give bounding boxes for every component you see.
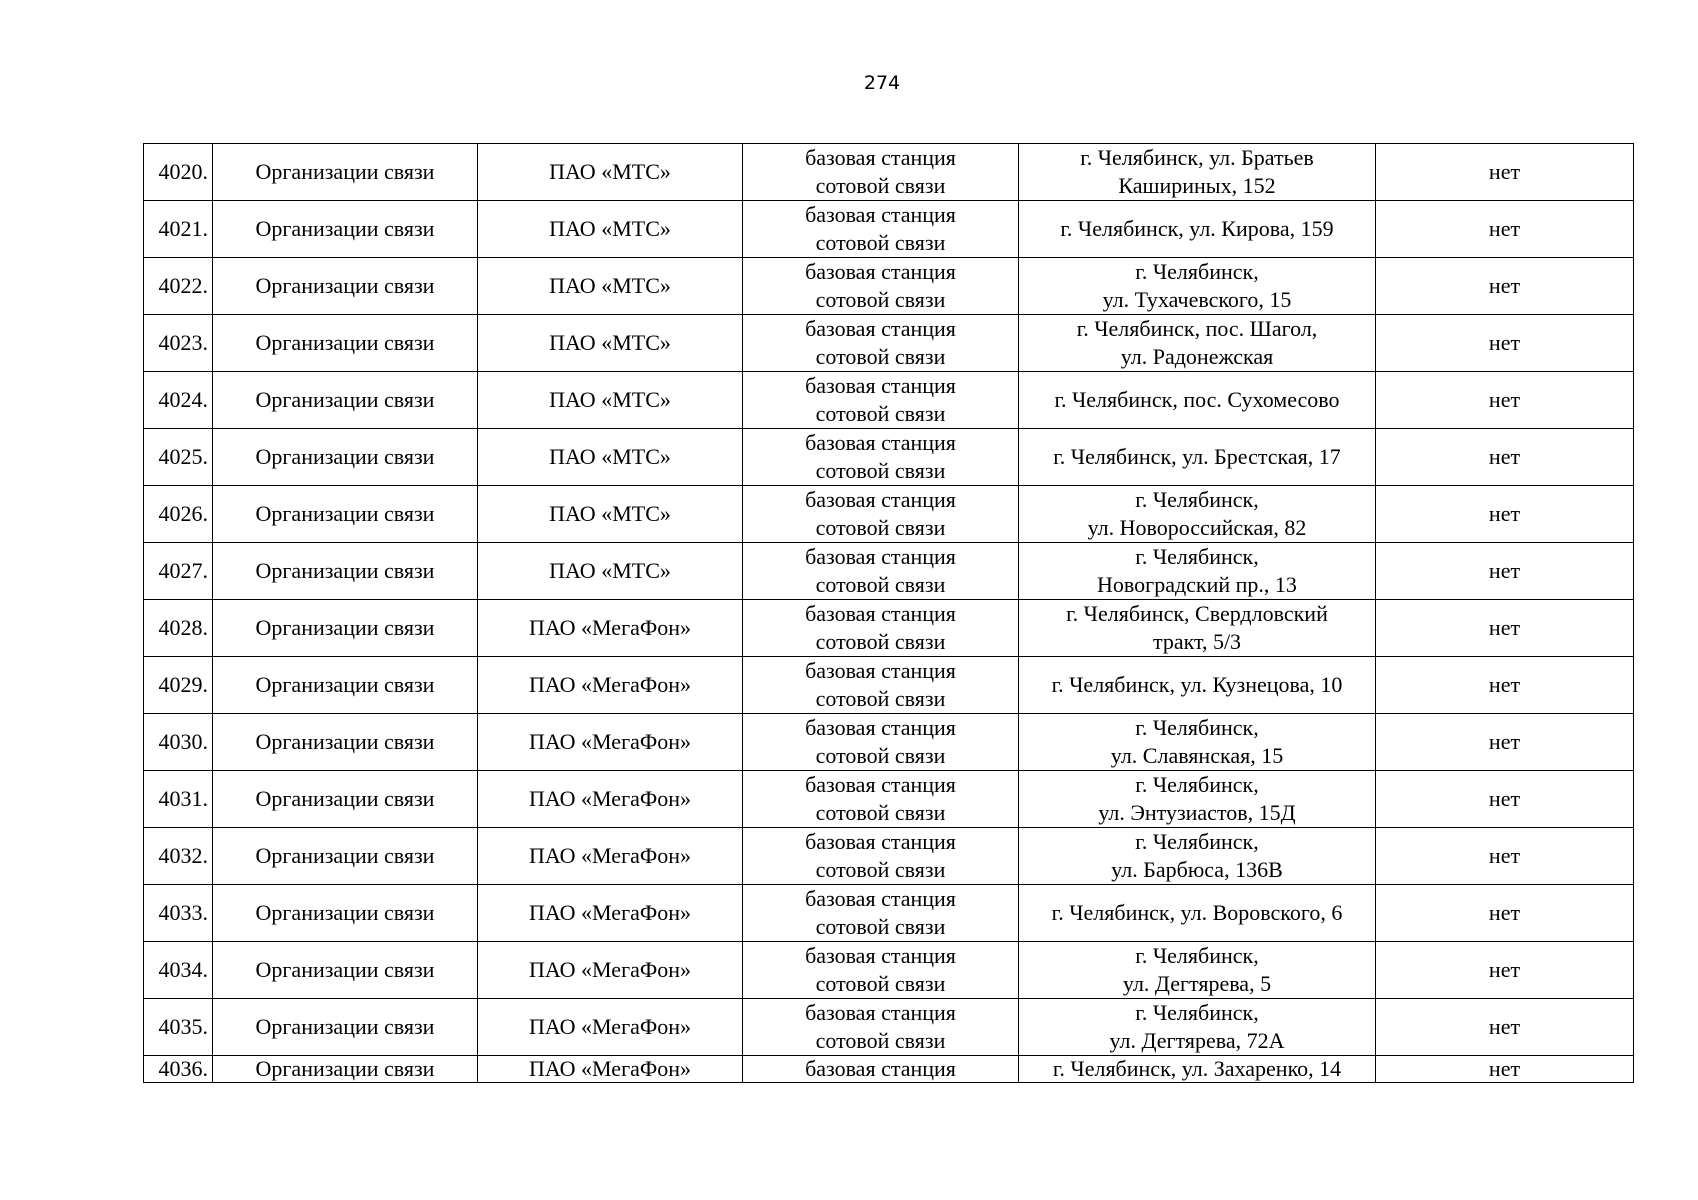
address-cell-line: г. Челябинск, ул. Захаренко, 14 bbox=[1052, 1056, 1342, 1081]
status-cell: нет bbox=[1376, 771, 1634, 828]
status-cell: нет bbox=[1376, 999, 1634, 1056]
object-cell-line: базовая станция bbox=[805, 1000, 956, 1025]
row-number-cell: 4032. bbox=[144, 828, 213, 885]
address-cell bbox=[1019, 201, 1376, 258]
category-cell: Организации связи bbox=[213, 429, 478, 486]
organization-cell: ПАО «МегаФон» bbox=[478, 885, 743, 942]
address-cell bbox=[1019, 885, 1376, 942]
object-cell-line: базовая станция bbox=[805, 373, 956, 398]
address-cell-line: Кашириных, 152 bbox=[1118, 173, 1276, 198]
object-cell bbox=[743, 201, 1019, 258]
object-cell-line: сотовой связи bbox=[815, 629, 946, 654]
row-number-cell: 4026. bbox=[144, 486, 213, 543]
address-cell-line: г. Челябинск, ул. Братьев bbox=[1080, 145, 1314, 170]
category-cell: Организации связи bbox=[213, 657, 478, 714]
object-cell-line: базовая станция bbox=[805, 601, 956, 626]
object-cell-line: сотовой связи bbox=[815, 572, 946, 597]
table-row bbox=[144, 429, 1634, 486]
row-number-cell: 4035. bbox=[144, 999, 213, 1056]
address-cell-line: ул. Дегтярева, 72А bbox=[1109, 1028, 1285, 1053]
organization-cell: ПАО «МегаФон» bbox=[478, 828, 743, 885]
status-cell: нет bbox=[1376, 657, 1634, 714]
object-cell-line: базовая станция bbox=[805, 715, 956, 740]
organization-cell: ПАО «МегаФон» bbox=[478, 714, 743, 771]
organization-cell: ПАО «МегаФон» bbox=[478, 657, 743, 714]
object-cell bbox=[743, 315, 1019, 372]
table-row bbox=[144, 1056, 1634, 1083]
category-cell: Организации связи bbox=[213, 885, 478, 942]
object-cell-line: базовая станция bbox=[805, 544, 956, 569]
object-cell-line: базовая станция bbox=[805, 772, 956, 797]
address-cell bbox=[1019, 942, 1376, 999]
address-cell-line: ул. Тухачевского, 15 bbox=[1102, 287, 1292, 312]
object-cell-line: базовая станция bbox=[805, 658, 956, 683]
row-number-cell: 4020. bbox=[144, 144, 213, 201]
object-cell-line: базовая станция bbox=[805, 1056, 956, 1081]
address-cell-line: г. Челябинск, bbox=[1135, 715, 1259, 740]
table-row bbox=[144, 771, 1634, 828]
address-cell bbox=[1019, 714, 1376, 771]
organization-cell: ПАО «МТС» bbox=[478, 372, 743, 429]
organization-cell: ПАО «МегаФон» bbox=[478, 1056, 743, 1083]
address-cell bbox=[1019, 429, 1376, 486]
table-row bbox=[144, 657, 1634, 714]
organization-cell: ПАО «МегаФон» bbox=[478, 942, 743, 999]
category-cell: Организации связи bbox=[213, 771, 478, 828]
object-cell bbox=[743, 486, 1019, 543]
address-cell-line: Новоградский пр., 13 bbox=[1097, 572, 1297, 597]
address-cell bbox=[1019, 657, 1376, 714]
organization-cell: ПАО «МТС» bbox=[478, 315, 743, 372]
address-cell-line: г. Челябинск, bbox=[1135, 772, 1259, 797]
status-cell: нет bbox=[1376, 942, 1634, 999]
object-cell-line: сотовой связи bbox=[815, 800, 946, 825]
object-cell-line: сотовой связи bbox=[815, 515, 946, 540]
object-cell-line: базовая станция bbox=[805, 430, 956, 455]
registry-table bbox=[143, 143, 1634, 1083]
address-cell-line: г. Челябинск, пос. Шагол, bbox=[1076, 316, 1318, 341]
object-cell bbox=[743, 600, 1019, 657]
category-cell: Организации связи bbox=[213, 315, 478, 372]
row-number-cell: 4028. bbox=[144, 600, 213, 657]
table-row bbox=[144, 258, 1634, 315]
object-cell-line: сотовой связи bbox=[815, 914, 946, 939]
row-number-cell: 4036. bbox=[144, 1056, 213, 1083]
object-cell bbox=[743, 828, 1019, 885]
address-cell-line: г. Челябинск, пос. Сухомесово bbox=[1054, 387, 1340, 412]
row-number-cell: 4030. bbox=[144, 714, 213, 771]
object-cell-line: сотовой связи bbox=[815, 971, 946, 996]
object-cell-line: сотовой связи bbox=[815, 230, 946, 255]
category-cell: Организации связи bbox=[213, 486, 478, 543]
organization-cell: ПАО «МТС» bbox=[478, 258, 743, 315]
category-cell: Организации связи bbox=[213, 714, 478, 771]
object-cell-line: сотовой связи bbox=[815, 743, 946, 768]
row-number-cell: 4029. bbox=[144, 657, 213, 714]
object-cell bbox=[743, 543, 1019, 600]
row-number-cell: 4031. bbox=[144, 771, 213, 828]
status-cell: нет bbox=[1376, 600, 1634, 657]
row-number-cell: 4024. bbox=[144, 372, 213, 429]
table-row bbox=[144, 543, 1634, 600]
address-cell-line: г. Челябинск, ул. Кузнецова, 10 bbox=[1051, 672, 1343, 697]
object-cell-line: сотовой связи bbox=[815, 287, 946, 312]
address-cell-line: ул. Радонежская bbox=[1120, 344, 1274, 369]
table-row bbox=[144, 486, 1634, 543]
category-cell: Организации связи bbox=[213, 942, 478, 999]
object-cell bbox=[743, 714, 1019, 771]
category-cell: Организации связи bbox=[213, 144, 478, 201]
object-cell-line: базовая станция bbox=[805, 202, 956, 227]
object-cell-line: сотовой связи bbox=[815, 458, 946, 483]
category-cell: Организации связи bbox=[213, 258, 478, 315]
category-cell: Организации связи bbox=[213, 372, 478, 429]
status-cell: нет bbox=[1376, 714, 1634, 771]
category-cell: Организации связи bbox=[213, 999, 478, 1056]
object-cell bbox=[743, 657, 1019, 714]
organization-cell: ПАО «МТС» bbox=[478, 201, 743, 258]
status-cell: нет bbox=[1376, 315, 1634, 372]
address-cell-line: ул. Новороссийская, 82 bbox=[1087, 515, 1307, 540]
organization-cell: ПАО «МегаФон» bbox=[478, 999, 743, 1056]
status-cell: нет bbox=[1376, 1056, 1634, 1083]
object-cell-line: базовая станция bbox=[805, 145, 956, 170]
row-number-cell: 4027. bbox=[144, 543, 213, 600]
organization-cell: ПАО «МегаФон» bbox=[478, 771, 743, 828]
row-number-cell: 4023. bbox=[144, 315, 213, 372]
address-cell-line: г. Челябинск, Свердловский bbox=[1066, 601, 1328, 626]
table-row bbox=[144, 144, 1634, 201]
row-number-cell: 4021. bbox=[144, 201, 213, 258]
status-cell: нет bbox=[1376, 828, 1634, 885]
category-cell: Организации связи bbox=[213, 201, 478, 258]
object-cell bbox=[743, 942, 1019, 999]
object-cell bbox=[743, 885, 1019, 942]
address-cell bbox=[1019, 771, 1376, 828]
table-row bbox=[144, 999, 1634, 1056]
address-cell-line: ул. Энтузиастов, 15Д bbox=[1098, 800, 1296, 825]
status-cell: нет bbox=[1376, 201, 1634, 258]
object-cell bbox=[743, 1056, 1019, 1083]
table-row bbox=[144, 885, 1634, 942]
address-cell-line: г. Челябинск, ул. Воровского, 6 bbox=[1051, 900, 1343, 925]
object-cell-line: базовая станция bbox=[805, 487, 956, 512]
status-cell: нет bbox=[1376, 372, 1634, 429]
object-cell-line: сотовой связи bbox=[815, 401, 946, 426]
row-number-cell: 4025. bbox=[144, 429, 213, 486]
address-cell-line: г. Челябинск, ул. Кирова, 159 bbox=[1060, 216, 1334, 241]
category-cell: Организации связи bbox=[213, 1056, 478, 1083]
address-cell-line: г. Челябинск, bbox=[1135, 943, 1259, 968]
address-cell bbox=[1019, 999, 1376, 1056]
table-row bbox=[144, 600, 1634, 657]
object-cell bbox=[743, 144, 1019, 201]
address-cell-line: г. Челябинск, bbox=[1135, 1000, 1259, 1025]
address-cell bbox=[1019, 828, 1376, 885]
status-cell: нет bbox=[1376, 486, 1634, 543]
organization-cell: ПАО «МТС» bbox=[478, 429, 743, 486]
object-cell-line: базовая станция bbox=[805, 259, 956, 284]
organization-cell: ПАО «МТС» bbox=[478, 486, 743, 543]
address-cell-line: ул. Дегтярева, 5 bbox=[1122, 971, 1272, 996]
object-cell-line: сотовой связи bbox=[815, 173, 946, 198]
address-cell bbox=[1019, 543, 1376, 600]
address-cell-line: г. Челябинск, bbox=[1135, 487, 1259, 512]
table-row bbox=[144, 942, 1634, 999]
address-cell-line: г. Челябинск, bbox=[1135, 259, 1259, 284]
table-row bbox=[144, 828, 1634, 885]
object-cell bbox=[743, 771, 1019, 828]
table-row bbox=[144, 315, 1634, 372]
address-cell bbox=[1019, 144, 1376, 201]
address-cell-line: г. Челябинск, ул. Брестская, 17 bbox=[1053, 444, 1341, 469]
status-cell: нет bbox=[1376, 543, 1634, 600]
object-cell bbox=[743, 258, 1019, 315]
object-cell-line: сотовой связи bbox=[815, 857, 946, 882]
address-cell bbox=[1019, 600, 1376, 657]
address-cell bbox=[1019, 1056, 1376, 1083]
organization-cell: ПАО «МТС» bbox=[478, 144, 743, 201]
object-cell-line: базовая станция bbox=[805, 316, 956, 341]
organization-cell: ПАО «МегаФон» bbox=[478, 600, 743, 657]
row-number-cell: 4034. bbox=[144, 942, 213, 999]
registry-table-body bbox=[144, 144, 1634, 1083]
row-number-cell: 4033. bbox=[144, 885, 213, 942]
address-cell-line: г. Челябинск, bbox=[1135, 544, 1259, 569]
status-cell: нет bbox=[1376, 144, 1634, 201]
address-cell-line: ул. Барбюса, 136В bbox=[1111, 857, 1283, 882]
object-cell-line: сотовой связи bbox=[815, 1028, 946, 1053]
address-cell-line: ул. Славянская, 15 bbox=[1110, 743, 1284, 768]
status-cell: нет bbox=[1376, 429, 1634, 486]
table-row bbox=[144, 372, 1634, 429]
object-cell-line: базовая станция bbox=[805, 886, 956, 911]
object-cell-line: сотовой связи bbox=[815, 344, 946, 369]
address-cell bbox=[1019, 372, 1376, 429]
category-cell: Организации связи bbox=[213, 828, 478, 885]
table-row bbox=[144, 714, 1634, 771]
table-row bbox=[144, 201, 1634, 258]
page-number: 274 bbox=[863, 72, 901, 94]
status-cell: нет bbox=[1376, 885, 1634, 942]
object-cell-line: базовая станция bbox=[805, 943, 956, 968]
object-cell bbox=[743, 372, 1019, 429]
object-cell bbox=[743, 429, 1019, 486]
organization-cell: ПАО «МТС» bbox=[478, 543, 743, 600]
category-cell: Организации связи bbox=[213, 543, 478, 600]
address-cell bbox=[1019, 258, 1376, 315]
row-number-cell: 4022. bbox=[144, 258, 213, 315]
object-cell-line: базовая станция bbox=[805, 829, 956, 854]
object-cell-line: сотовой связи bbox=[815, 686, 946, 711]
category-cell: Организации связи bbox=[213, 600, 478, 657]
address-cell bbox=[1019, 486, 1376, 543]
status-cell: нет bbox=[1376, 258, 1634, 315]
address-cell-line: тракт, 5/3 bbox=[1152, 629, 1242, 654]
address-cell bbox=[1019, 315, 1376, 372]
address-cell-line: г. Челябинск, bbox=[1135, 829, 1259, 854]
object-cell bbox=[743, 999, 1019, 1056]
